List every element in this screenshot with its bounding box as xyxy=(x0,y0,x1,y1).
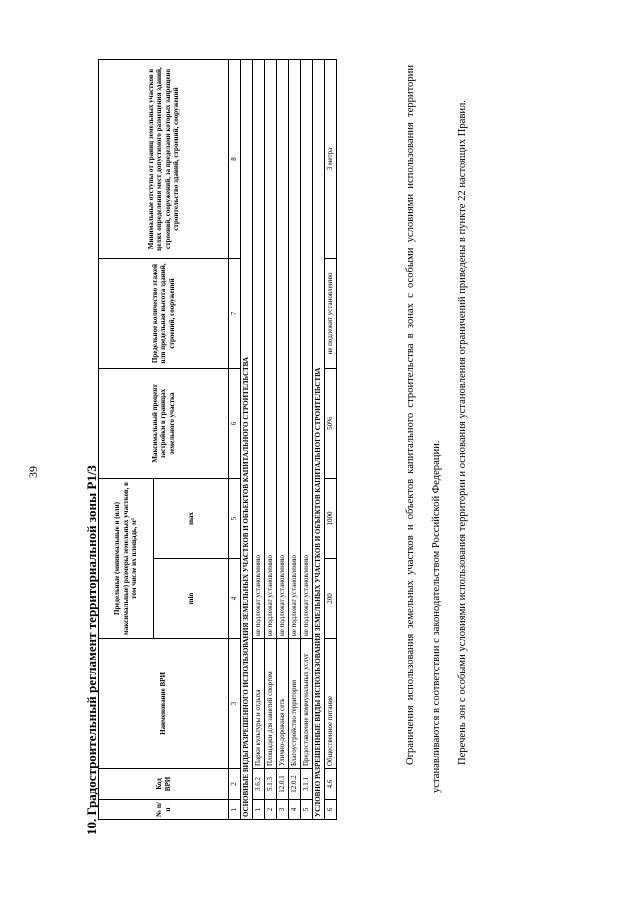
note-paragraph: Ограничения использования земельных участков и объектов капитального строительства в зонах с особыми условиями использования территории устанавливаются в соответствии с законодательством Российской Федерации. xyxy=(405,65,442,793)
row-value: не подлежат установлению xyxy=(289,60,301,639)
note-paragraph: Перечень зон с особыми условиями использования территории и основания установления ограничений приведены в пункте 22 настоящих Правил. xyxy=(457,100,468,765)
row-setback: 3 метра xyxy=(325,60,337,259)
header-percent: Максимальный процент застройки в границах земельного участка xyxy=(99,369,229,479)
notes-block xyxy=(398,65,476,793)
col-number: 5 xyxy=(229,479,241,559)
header-setback: Минимальные отступы от границ земельных участков в целях определения мест допустимого размещения зданий, строений, сооружений, за пределами которых запрещено строительство зданий, строений, сооружений xyxy=(99,60,229,259)
row-name: Площадки для занятий спортом xyxy=(265,639,277,769)
row-code: 3.6.2 xyxy=(253,769,265,800)
col-number: 1 xyxy=(229,800,241,820)
header-num: № п/п xyxy=(99,800,229,820)
row-name: Улично-дорожная сеть xyxy=(277,639,289,769)
row-name: Парки культуры и отдыха xyxy=(253,639,265,769)
row-code: 3.1.1 xyxy=(301,769,313,800)
column-number-row xyxy=(229,60,241,820)
row-code: 4.6 xyxy=(325,769,337,800)
row-number: 5 xyxy=(301,800,313,820)
row-code: 12.0.1 xyxy=(277,769,289,800)
header-min: min xyxy=(154,559,229,639)
col-number: 8 xyxy=(229,60,241,259)
header-row xyxy=(99,60,154,820)
row-name: Предоставление коммунальных услуг xyxy=(301,639,313,769)
col-number: 4 xyxy=(229,559,241,639)
row-number: 3 xyxy=(277,800,289,820)
table-row xyxy=(265,60,277,820)
header-area-group: Предельные (минимальные и (или) максимальные) размеры земельных участков, в том числе их площадь, м² xyxy=(99,479,154,639)
row-value: не подлежат установлению xyxy=(253,60,265,639)
row-min: 200 xyxy=(325,559,337,639)
section-conditional-row xyxy=(313,60,325,820)
table-row xyxy=(253,60,265,820)
row-value: не подлежат установлению xyxy=(301,60,313,639)
col-number: 3 xyxy=(229,639,241,769)
table-row xyxy=(289,60,301,820)
row-value: не подлежат установлению xyxy=(277,60,289,639)
header-name: Наименование ВРИ xyxy=(99,639,229,769)
table-row xyxy=(325,60,337,820)
header-code: Код ВРИ xyxy=(99,769,229,800)
header-floors: Предельное количество этажей или предельная высота зданий, строений, сооружений xyxy=(99,259,229,369)
section-main-row xyxy=(241,60,253,820)
table-row xyxy=(277,60,289,820)
row-number: 1 xyxy=(253,800,265,820)
col-number: 7 xyxy=(229,259,241,369)
row-code: 5.1.3 xyxy=(265,769,277,800)
row-name: Общественное питание xyxy=(325,639,337,769)
row-code: 12.0.2 xyxy=(289,769,301,800)
row-percent: 50% xyxy=(325,369,337,479)
row-floors: не подлежит установлению xyxy=(325,259,337,369)
page-number: 39 xyxy=(26,466,40,478)
table-row xyxy=(301,60,313,820)
col-number: 6 xyxy=(229,369,241,479)
section-main-heading: ОСНОВНЫЕ ВИДЫ РАЗРЕШЕННОГО ИСПОЛЬЗОВАНИЯ ЗЕМЕЛЬНЫХ УЧАСТКОВ И ОБЪЕКТОВ КАПИТАЛЬНОГО СТРОИТЕЛЬСТВА xyxy=(241,60,253,820)
section-conditional-heading: УСЛОВНО РАЗРЕШЕННЫЕ ВИДЫ ИСПОЛЬЗОВАНИЯ ЗЕМЕЛЬНЫХ УЧАСТКОВ И ОБЪЕКТОВ КАПИТАЛЬНОГО СТРОИТЕЛЬСТВА xyxy=(313,60,325,820)
row-number: 4 xyxy=(289,800,301,820)
row-number: 2 xyxy=(265,800,277,820)
col-number: 2 xyxy=(229,769,241,800)
row-max: 1000 xyxy=(325,479,337,559)
section-title: 10. Градостроительный регламент территориальной зоны Р1/3 xyxy=(84,465,99,835)
row-value: не подлежат установлению xyxy=(265,60,277,639)
row-number: 6 xyxy=(325,800,337,820)
header-max: max xyxy=(154,479,229,559)
regulation-table xyxy=(98,59,337,820)
row-name: Благоустройство территории xyxy=(289,639,301,769)
